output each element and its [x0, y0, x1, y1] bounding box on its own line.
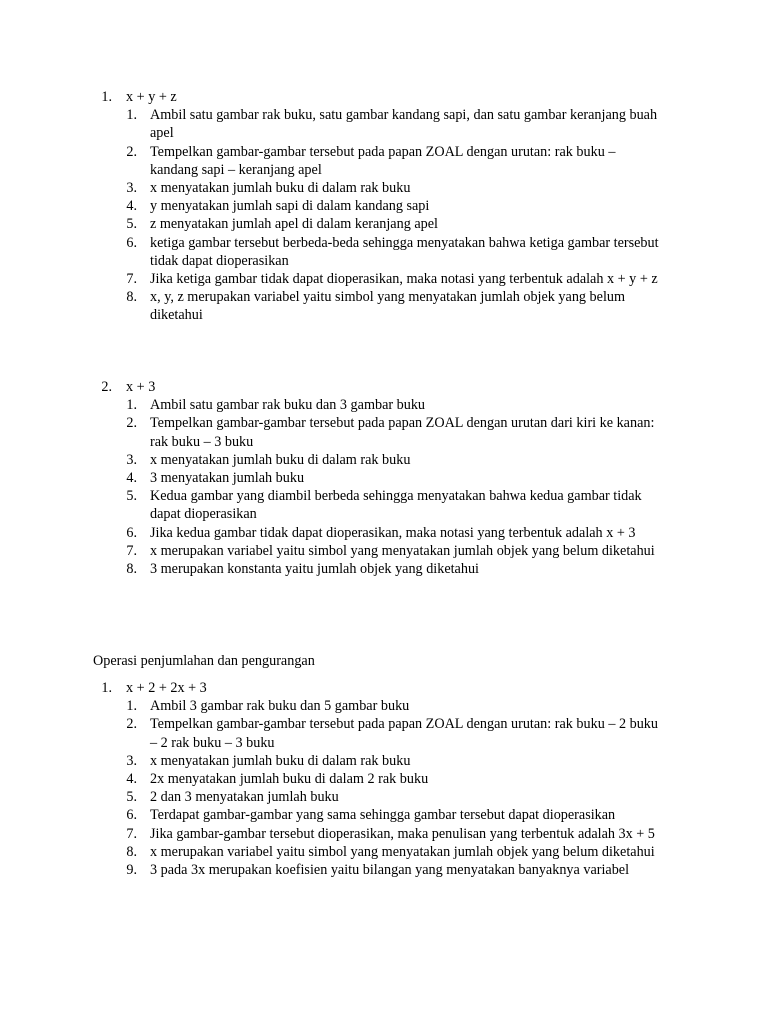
list-item-text: y menyatakan jumlah sapi di dalam kandang sapi — [150, 198, 430, 215]
list-item — [0, 414, 768, 450]
list-item-number: 3. — [126, 752, 137, 769]
list-item-text: Jika gambar-gambar tersebut dioperasikan, maka penulisan yang terbentuk adalah 3x + 5 — [150, 825, 655, 842]
list-item-number: 3. — [126, 451, 137, 468]
list-item — [0, 234, 768, 270]
list-item — [0, 396, 768, 414]
list-item-number: 8. — [126, 561, 137, 578]
section-number: 1. — [101, 89, 112, 105]
list-item-text: Jika ketiga gambar tidak dapat dioperasikan, maka notasi yang terbentuk adalah x + y + z — [150, 271, 658, 288]
list-item-text: 3 menyatakan jumlah buku — [150, 470, 305, 487]
list-item — [0, 752, 768, 770]
step-list — [0, 396, 768, 578]
list-item — [0, 788, 768, 806]
list-item-text: x menyatakan jumlah buku di dalam rak buku — [150, 180, 411, 197]
list-item — [0, 697, 768, 715]
list-item-text: Tempelkan gambar-gambar tersebut pada papan ZOAL dengan urutan: rak buku – kandang sapi – keranjang apel — [150, 143, 616, 178]
section-number: 2. — [101, 379, 112, 395]
list-item-number: 2. — [126, 143, 137, 160]
list-item — [0, 560, 768, 578]
list-item-number: 7. — [126, 271, 137, 288]
list-item-number: 7. — [126, 825, 137, 842]
section-title: x + 3 — [126, 379, 156, 395]
list-item-text: Ambil satu gambar rak buku, satu gambar kandang sapi, dan satu gambar keranjang buah apel — [150, 107, 658, 142]
list-item — [0, 179, 768, 197]
list-item — [0, 843, 768, 861]
list-item — [0, 106, 768, 142]
list-item-number: 4. — [126, 470, 137, 487]
section-header — [0, 679, 768, 697]
list-item — [0, 270, 768, 288]
list-item-text: Tempelkan gambar-gambar tersebut pada papan ZOAL dengan urutan: rak buku – 2 buku – 2 rak buku – 3 buku — [150, 716, 658, 751]
list-item — [0, 215, 768, 233]
list-item-number: 5. — [126, 789, 137, 806]
list-item — [0, 469, 768, 487]
list-item-text: ketiga gambar tersebut berbeda-beda sehingga menyatakan bahwa ketiga gambar tersebut tidak dapat dioperasikan — [150, 234, 659, 269]
list-item-number: 5. — [126, 488, 137, 505]
list-item-number: 1. — [126, 698, 137, 715]
section-title: x + y + z — [126, 89, 177, 105]
list-item — [0, 770, 768, 788]
list-item-number: 7. — [126, 542, 137, 559]
list-item-number: 6. — [126, 234, 137, 251]
list-item — [0, 542, 768, 560]
list-item — [0, 806, 768, 824]
list-item-text: x merupakan variabel yaitu simbol yang menyatakan jumlah objek yang belum diketahui — [150, 542, 655, 559]
list-section-2 — [0, 378, 768, 578]
step-list — [0, 697, 768, 879]
list-item-text: Kedua gambar yang diambil berbeda sehingga menyatakan bahwa kedua gambar tidak dapat dioperasikan — [150, 488, 642, 523]
list-item-text: Terdapat gambar-gambar yang sama sehingga gambar tersebut dapat dioperasikan — [150, 807, 616, 824]
list-item-text: Ambil satu gambar rak buku dan 3 gambar buku — [150, 397, 426, 414]
list-item-text: x menyatakan jumlah buku di dalam rak buku — [150, 752, 411, 769]
list-item-text: 2x menyatakan jumlah buku di dalam 2 rak buku — [150, 771, 429, 788]
list-item — [0, 143, 768, 179]
list-item — [0, 715, 768, 751]
list-item-text: 3 pada 3x merupakan koefisien yaitu bilangan yang menyatakan banyaknya variabel — [150, 862, 630, 879]
list-item-text: Ambil 3 gambar rak buku dan 5 gambar buku — [150, 698, 410, 715]
section-number: 1. — [101, 680, 112, 696]
list-item — [0, 487, 768, 523]
list-item-text: 3 merupakan konstanta yaitu jumlah objek yang diketahui — [150, 561, 479, 578]
section-heading: Operasi penjumlahan dan pengurangan — [93, 653, 315, 669]
list-section-3 — [0, 679, 768, 879]
list-item-text: z menyatakan jumlah apel di dalam keranjang apel — [150, 216, 438, 233]
list-section-1 — [0, 88, 768, 325]
list-item-text: 2 dan 3 menyatakan jumlah buku — [150, 789, 339, 806]
list-item-text: Jika kedua gambar tidak dapat dioperasikan, maka notasi yang terbentuk adalah x + 3 — [150, 524, 636, 541]
list-item — [0, 197, 768, 215]
list-item-number: 1. — [126, 107, 137, 124]
list-item-number: 8. — [126, 843, 137, 860]
section-title: x + 2 + 2x + 3 — [126, 680, 207, 696]
section-header — [0, 378, 768, 396]
list-item — [0, 451, 768, 469]
list-item-number: 3. — [126, 180, 137, 197]
list-item-number: 2. — [126, 716, 137, 733]
list-item-text: x, y, z merupakan variabel yaitu simbol yang menyatakan jumlah objek yang belum diketahui — [150, 289, 626, 324]
list-item — [0, 825, 768, 843]
step-list — [0, 106, 768, 324]
list-item-number: 4. — [126, 771, 137, 788]
list-item — [0, 288, 768, 324]
list-item-number: 5. — [126, 216, 137, 233]
list-item-text: Tempelkan gambar-gambar tersebut pada papan ZOAL dengan urutan dari kiri ke kanan: rak buku – 3 buku — [150, 415, 655, 450]
list-item-number: 8. — [126, 289, 137, 306]
list-item-number: 9. — [126, 862, 137, 879]
list-item-number: 4. — [126, 198, 137, 215]
list-item-text: x merupakan variabel yaitu simbol yang menyatakan jumlah objek yang belum diketahui — [150, 843, 655, 860]
list-item-text: x menyatakan jumlah buku di dalam rak buku — [150, 451, 411, 468]
list-item-number: 6. — [126, 524, 137, 541]
list-item — [0, 861, 768, 879]
list-item-number: 1. — [126, 397, 137, 414]
list-item-number: 2. — [126, 415, 137, 432]
list-item — [0, 524, 768, 542]
section-header — [0, 88, 768, 106]
list-item-number: 6. — [126, 807, 137, 824]
